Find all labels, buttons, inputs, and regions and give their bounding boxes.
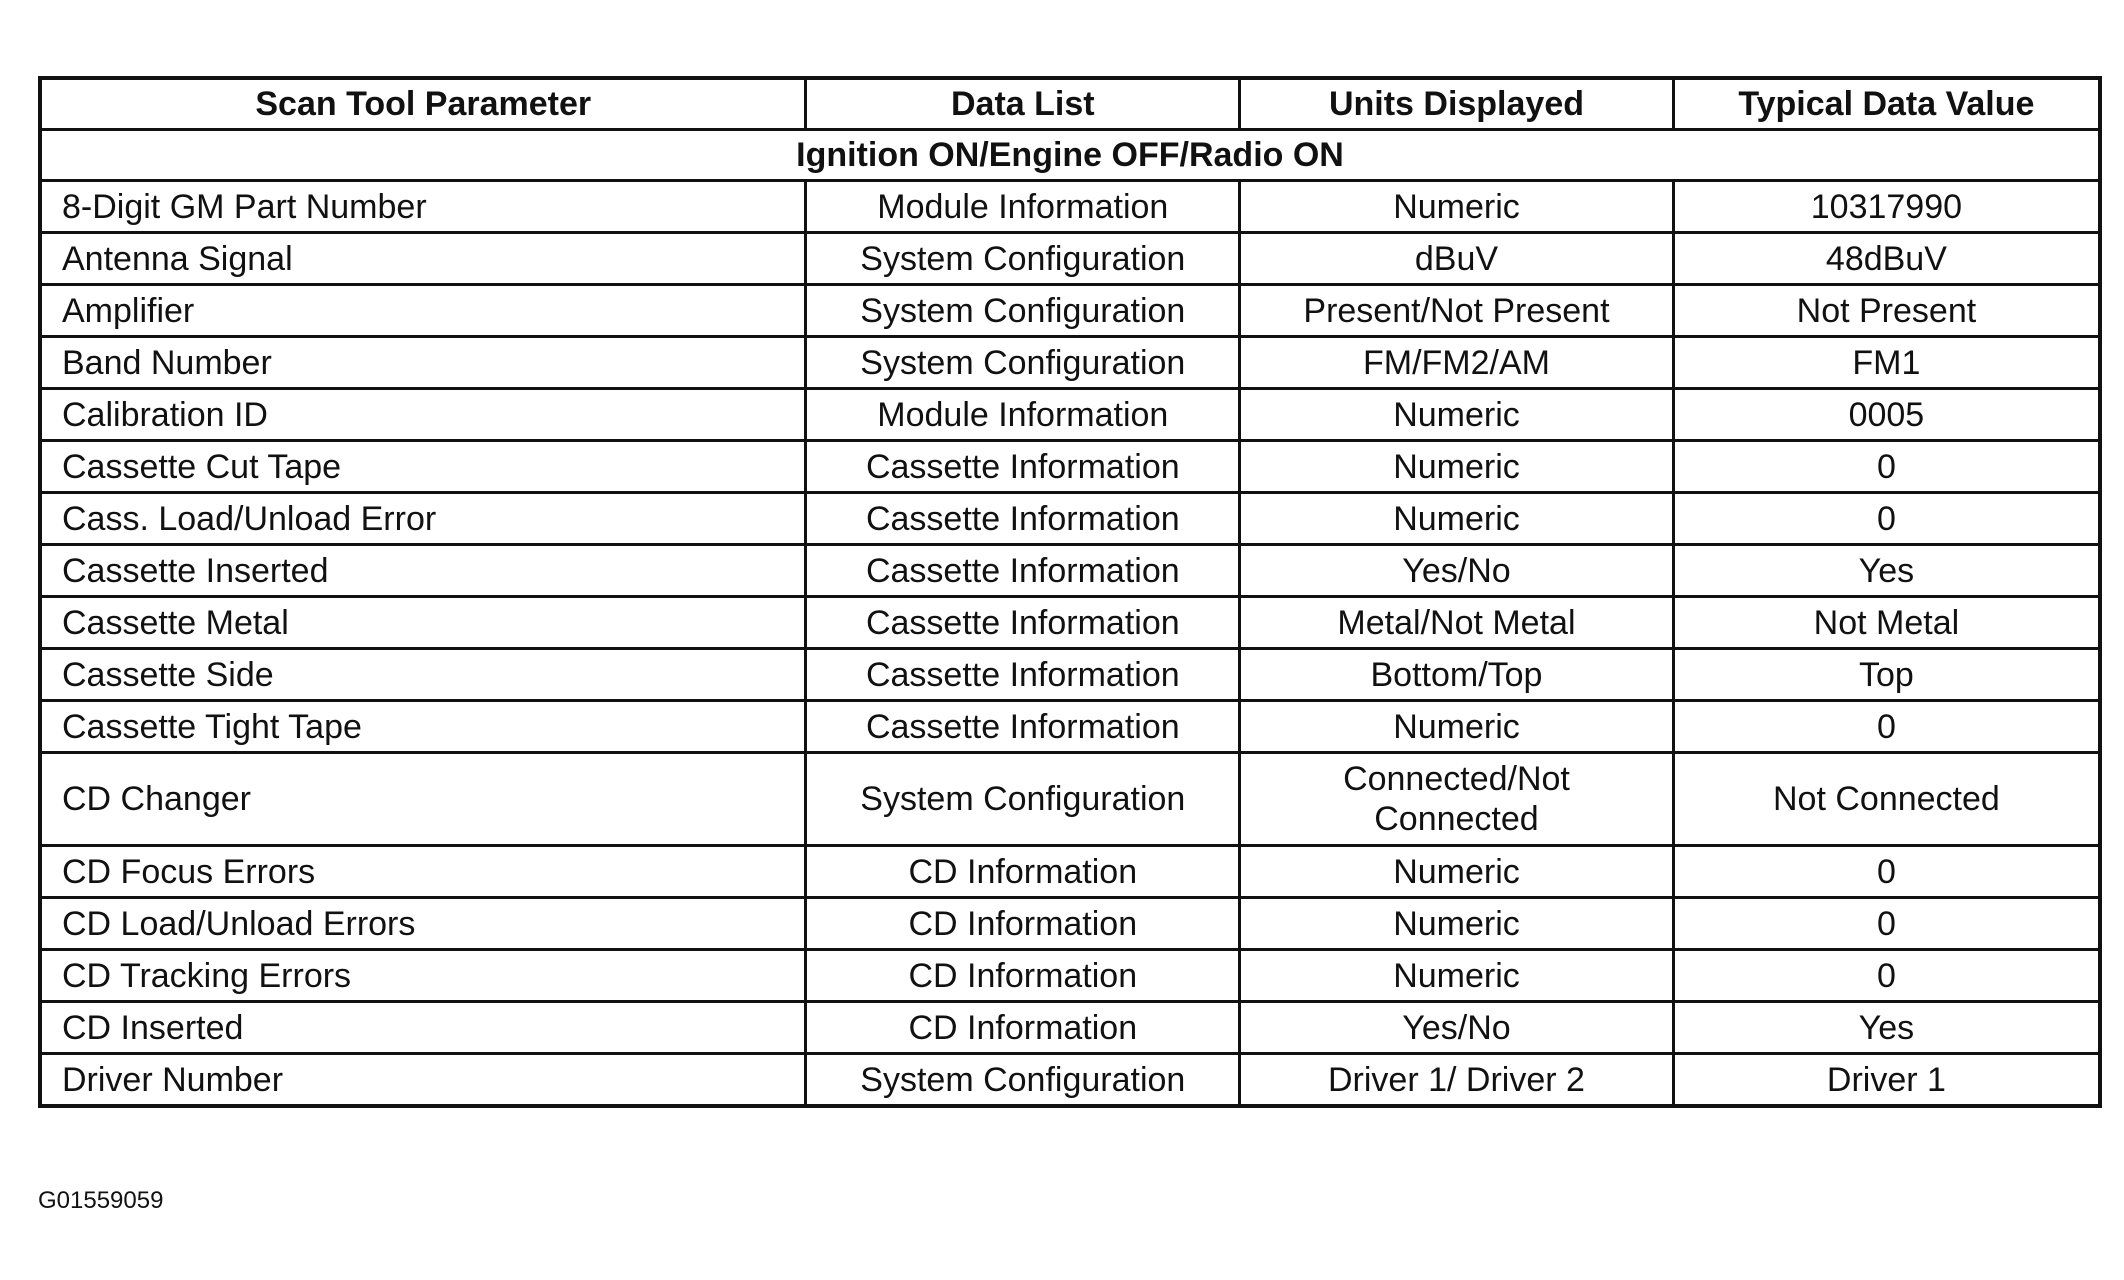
section-row bbox=[40, 130, 2100, 181]
parameter-cell: Cassette Inserted bbox=[40, 545, 806, 597]
units-cell: Numeric bbox=[1240, 493, 1674, 545]
typical-value-cell: 10317990 bbox=[1673, 181, 2100, 233]
data-list-cell: Cassette Information bbox=[806, 545, 1240, 597]
units-cell: Numeric bbox=[1240, 898, 1674, 950]
data-list-cell: CD Information bbox=[806, 1002, 1240, 1054]
table-row bbox=[40, 701, 2100, 753]
units-cell: Numeric bbox=[1240, 950, 1674, 1002]
table-row bbox=[40, 441, 2100, 493]
units-cell: FM/FM2/AM bbox=[1240, 337, 1674, 389]
parameter-cell: CD Tracking Errors bbox=[40, 950, 806, 1002]
typical-value-cell: 0 bbox=[1673, 493, 2100, 545]
table-row bbox=[40, 285, 2100, 337]
typical-value-cell: 0 bbox=[1673, 441, 2100, 493]
parameter-cell: Cass. Load/Unload Error bbox=[40, 493, 806, 545]
table-row bbox=[40, 753, 2100, 846]
table-row bbox=[40, 337, 2100, 389]
parameter-cell: Cassette Metal bbox=[40, 597, 806, 649]
parameter-cell: CD Inserted bbox=[40, 1002, 806, 1054]
scan-tool-data-table bbox=[38, 76, 2102, 1108]
table-row bbox=[40, 597, 2100, 649]
parameter-cell: 8-Digit GM Part Number bbox=[40, 181, 806, 233]
units-cell: Numeric bbox=[1240, 701, 1674, 753]
units-cell: dBuV bbox=[1240, 233, 1674, 285]
parameter-cell: Driver Number bbox=[40, 1054, 806, 1107]
units-cell: Metal/Not Metal bbox=[1240, 597, 1674, 649]
data-list-cell: Module Information bbox=[806, 389, 1240, 441]
figure-id-label: G01559059 bbox=[38, 1187, 164, 1214]
typical-value-cell: Not Metal bbox=[1673, 597, 2100, 649]
typical-value-cell: 0 bbox=[1673, 846, 2100, 898]
typical-value-cell: 0 bbox=[1673, 701, 2100, 753]
table-row bbox=[40, 846, 2100, 898]
typical-value-cell: 0005 bbox=[1673, 389, 2100, 441]
data-list-cell: Cassette Information bbox=[806, 597, 1240, 649]
parameter-cell: Calibration ID bbox=[40, 389, 806, 441]
table-row bbox=[40, 950, 2100, 1002]
table-row bbox=[40, 649, 2100, 701]
data-list-cell: Cassette Information bbox=[806, 701, 1240, 753]
typical-value-cell: 48dBuV bbox=[1673, 233, 2100, 285]
data-list-cell: Cassette Information bbox=[806, 493, 1240, 545]
data-list-cell: System Configuration bbox=[806, 337, 1240, 389]
table-row bbox=[40, 1054, 2100, 1107]
data-list-cell: CD Information bbox=[806, 898, 1240, 950]
data-list-cell: System Configuration bbox=[806, 753, 1240, 846]
parameter-cell: Band Number bbox=[40, 337, 806, 389]
data-list-cell: Module Information bbox=[806, 181, 1240, 233]
typical-value-cell: Yes bbox=[1673, 1002, 2100, 1054]
parameter-cell: Cassette Side bbox=[40, 649, 806, 701]
parameter-cell: CD Changer bbox=[40, 753, 806, 846]
table-header-row bbox=[40, 78, 2100, 130]
units-cell: Numeric bbox=[1240, 181, 1674, 233]
parameter-cell: CD Focus Errors bbox=[40, 846, 806, 898]
data-list-cell: CD Information bbox=[806, 950, 1240, 1002]
typical-value-cell: Not Present bbox=[1673, 285, 2100, 337]
typical-value-cell: 0 bbox=[1673, 950, 2100, 1002]
data-list-cell: Cassette Information bbox=[806, 441, 1240, 493]
parameter-cell: Cassette Cut Tape bbox=[40, 441, 806, 493]
parameter-cell: CD Load/Unload Errors bbox=[40, 898, 806, 950]
units-cell: Bottom/Top bbox=[1240, 649, 1674, 701]
typical-value-cell: 0 bbox=[1673, 898, 2100, 950]
header-units-displayed: Units Displayed bbox=[1240, 78, 1674, 130]
table-row bbox=[40, 233, 2100, 285]
units-cell: Yes/No bbox=[1240, 1002, 1674, 1054]
table-row bbox=[40, 181, 2100, 233]
typical-value-cell: Top bbox=[1673, 649, 2100, 701]
typical-value-cell: Not Connected bbox=[1673, 753, 2100, 846]
table-row bbox=[40, 545, 2100, 597]
data-list-cell: System Configuration bbox=[806, 233, 1240, 285]
table-row bbox=[40, 898, 2100, 950]
header-data-list: Data List bbox=[806, 78, 1240, 130]
typical-value-cell: Driver 1 bbox=[1673, 1054, 2100, 1107]
table-row bbox=[40, 493, 2100, 545]
units-cell: Numeric bbox=[1240, 846, 1674, 898]
header-scan-tool-parameter: Scan Tool Parameter bbox=[40, 78, 806, 130]
data-list-cell: System Configuration bbox=[806, 285, 1240, 337]
parameter-cell: Antenna Signal bbox=[40, 233, 806, 285]
typical-value-cell: Yes bbox=[1673, 545, 2100, 597]
typical-value-cell: FM1 bbox=[1673, 337, 2100, 389]
units-cell: Numeric bbox=[1240, 389, 1674, 441]
parameter-cell: Cassette Tight Tape bbox=[40, 701, 806, 753]
units-cell: Yes/No bbox=[1240, 545, 1674, 597]
data-list-cell: CD Information bbox=[806, 846, 1240, 898]
units-cell: Present/Not Present bbox=[1240, 285, 1674, 337]
table-row bbox=[40, 1002, 2100, 1054]
header-typical-data-value: Typical Data Value bbox=[1673, 78, 2100, 130]
units-cell: Numeric bbox=[1240, 441, 1674, 493]
parameter-cell: Amplifier bbox=[40, 285, 806, 337]
units-cell: Driver 1/ Driver 2 bbox=[1240, 1054, 1674, 1107]
data-list-cell: Cassette Information bbox=[806, 649, 1240, 701]
data-list-cell: System Configuration bbox=[806, 1054, 1240, 1107]
section-title: Ignition ON/Engine OFF/Radio ON bbox=[40, 130, 2100, 181]
units-cell: Connected/Not Connected bbox=[1240, 753, 1674, 846]
table-row bbox=[40, 389, 2100, 441]
